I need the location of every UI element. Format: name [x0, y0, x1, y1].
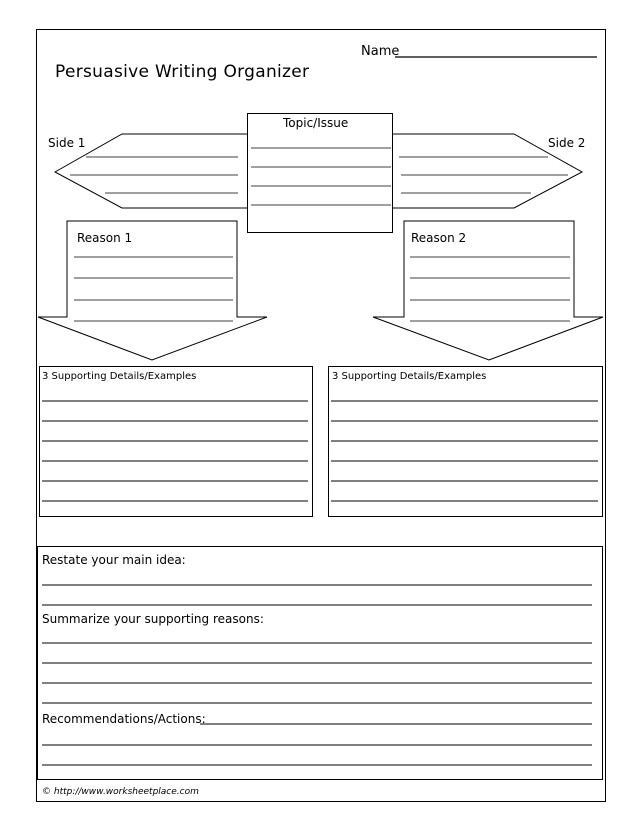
- name-label: Name: [361, 44, 400, 59]
- details-right-lines: [331, 401, 598, 501]
- reason1-arrow: [38, 221, 267, 360]
- recommend-label: Recommendations/Actions:: [42, 712, 206, 726]
- details-left-lines: [42, 401, 308, 501]
- details-left-label: 3 Supporting Details/Examples: [42, 371, 197, 382]
- restate-label: Restate your main idea:: [42, 553, 186, 567]
- side2-label: Side 2: [548, 136, 586, 150]
- reason2-label: Reason 2: [411, 231, 467, 245]
- reason1-label: Reason 1: [77, 231, 133, 245]
- topic-label: Topic/Issue: [283, 116, 349, 130]
- topic-box: [248, 114, 393, 233]
- footer-credit: © http://www.worksheetplace.com: [42, 787, 199, 797]
- side1-label: Side 1: [48, 136, 86, 150]
- reason2-arrow: [373, 221, 603, 360]
- summarize-label: Summarize your supporting reasons:: [42, 612, 264, 626]
- page-title: Persuasive Writing Organizer: [55, 62, 310, 82]
- details-right-label: 3 Supporting Details/Examples: [332, 371, 487, 382]
